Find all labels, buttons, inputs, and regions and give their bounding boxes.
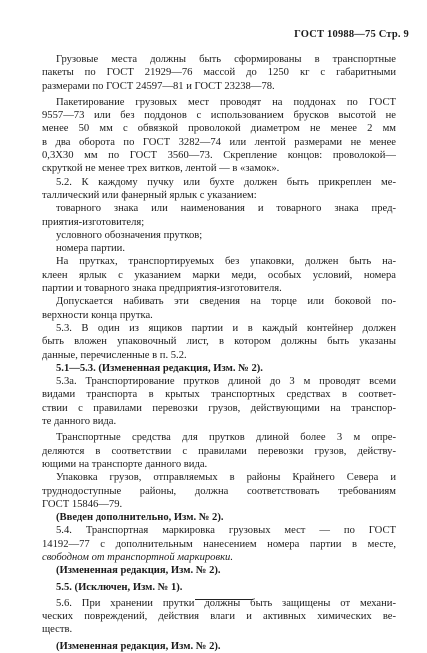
text-line: скруткой не менее трех витков, лентой — в «замок». (42, 163, 280, 175)
text-line: 5.3а. Транспортирование прутков длиной до 3 м проводят всеми (56, 376, 396, 388)
text-line: номера партии. (56, 243, 125, 255)
text-line: Упаковка грузов, отправляемых в районы Крайнего Севера и (56, 472, 396, 484)
text-line: клеен ярлык с указанием марки меди, особых условий, номера (42, 269, 396, 281)
text-line: условного обозначения прутков; (56, 229, 203, 241)
text-line: Грузовые места должны быть сформированы в транспортные (56, 54, 396, 65)
text-line: видами транспорта в крытых транспортных средствах в соответ- (42, 389, 396, 401)
text-line: ГОСТ 15846—79. (42, 498, 123, 510)
body-text (42, 53, 396, 653)
text-line: ющими на транспорте данного вида. (42, 458, 208, 470)
text-line: 9557—73 или без поддонов с использованием брусков высотой не (42, 110, 396, 122)
text-line: данные, перечисленные в п. 5.2. (42, 349, 187, 361)
exclusion-note: 5.5. (Исключен, Изм. № 1). (56, 581, 183, 593)
text-line: ческих повреждений, действия влаги и активных химических ве- (42, 611, 396, 623)
text-line: размерами по ГОСТ 24597—81 и ГОСТ 23238—78. (42, 80, 275, 92)
text-line: верхности конца прутка. (42, 309, 153, 321)
text-line: деляются в соответствии с правилами перевозки грузов, действу- (42, 445, 396, 457)
amendment-note: (Измененная редакция, Изм. № 2). (56, 565, 221, 577)
text-line: Транспортные средства для прутков длиной более 3 м опре- (56, 432, 396, 444)
amendment-note: 5.1—5.3. (Измененная редакция, Изм. № 2). (56, 362, 263, 374)
text-line: таллический или фанерный ярлык с указанием: (42, 189, 257, 201)
text-line: Допускается набивать эти сведения на торце или боковой по- (56, 296, 396, 308)
text-line: 0,3Х30 мм по ГОСТ 3560—73. Скрепление концов: проволокой— (42, 150, 396, 162)
text-line: труднодоступные районы, должна соответствовать требованиям (42, 485, 396, 497)
text-line: 5.6. При хранении прутки должны быть защищены от механи- (56, 597, 396, 609)
text-line: те данного вида. (42, 416, 117, 428)
text-line: товарного знака или наименования и товарного знака пред- (56, 203, 396, 215)
text-line: ществ. (42, 624, 73, 636)
amendment-note: (Измененная редакция, Изм. № 2). (56, 640, 221, 652)
amendment-note: (Введен дополнительно, Изм. № 2). (56, 512, 224, 524)
text-line: партии и товарного знака предприятия-изготовителя. (42, 283, 282, 295)
text-line: приятия-изготовителя; (42, 216, 145, 228)
end-rule (195, 599, 253, 600)
text-line: На прутках, транспортируемых без упаковки, должен быть на- (56, 256, 396, 268)
text-line: быть вложен упаковочный лист, в котором должны быть указаны (42, 336, 396, 348)
text-line: в два оборота по ГОСТ 3282—74 или лентой размерами не менее (42, 136, 396, 148)
text-line: пакеты по ГОСТ 21929—76 массой до 1250 кг с габаритными (42, 67, 396, 79)
text-line: 5.4. Транспортная маркировка грузовых мест — по ГОСТ (56, 525, 396, 537)
text-line: 14192—77 с дополнительным нанесением номера партии в месте, (42, 538, 396, 550)
text-line: 5.3. В один из ящиков партии и в каждый контейнер должен (56, 322, 396, 334)
text-line: менее 50 мм с обвязкой проволокой диаметром не менее 2 мм (42, 123, 396, 135)
text-line: Пакетирование грузовых мест проводят на поддонах по ГОСТ (56, 96, 396, 108)
text-line: ствии с правилами перевозки грузов, действующими на транспор- (42, 402, 396, 414)
text-line: 5.2. К каждому пучку или бухте должен быть прикреплен ме- (56, 176, 396, 188)
text-line: свободном от транспортной маркировки. (42, 551, 233, 563)
page-header: ГОСТ 10988—75 Стр. 9 (294, 29, 409, 40)
